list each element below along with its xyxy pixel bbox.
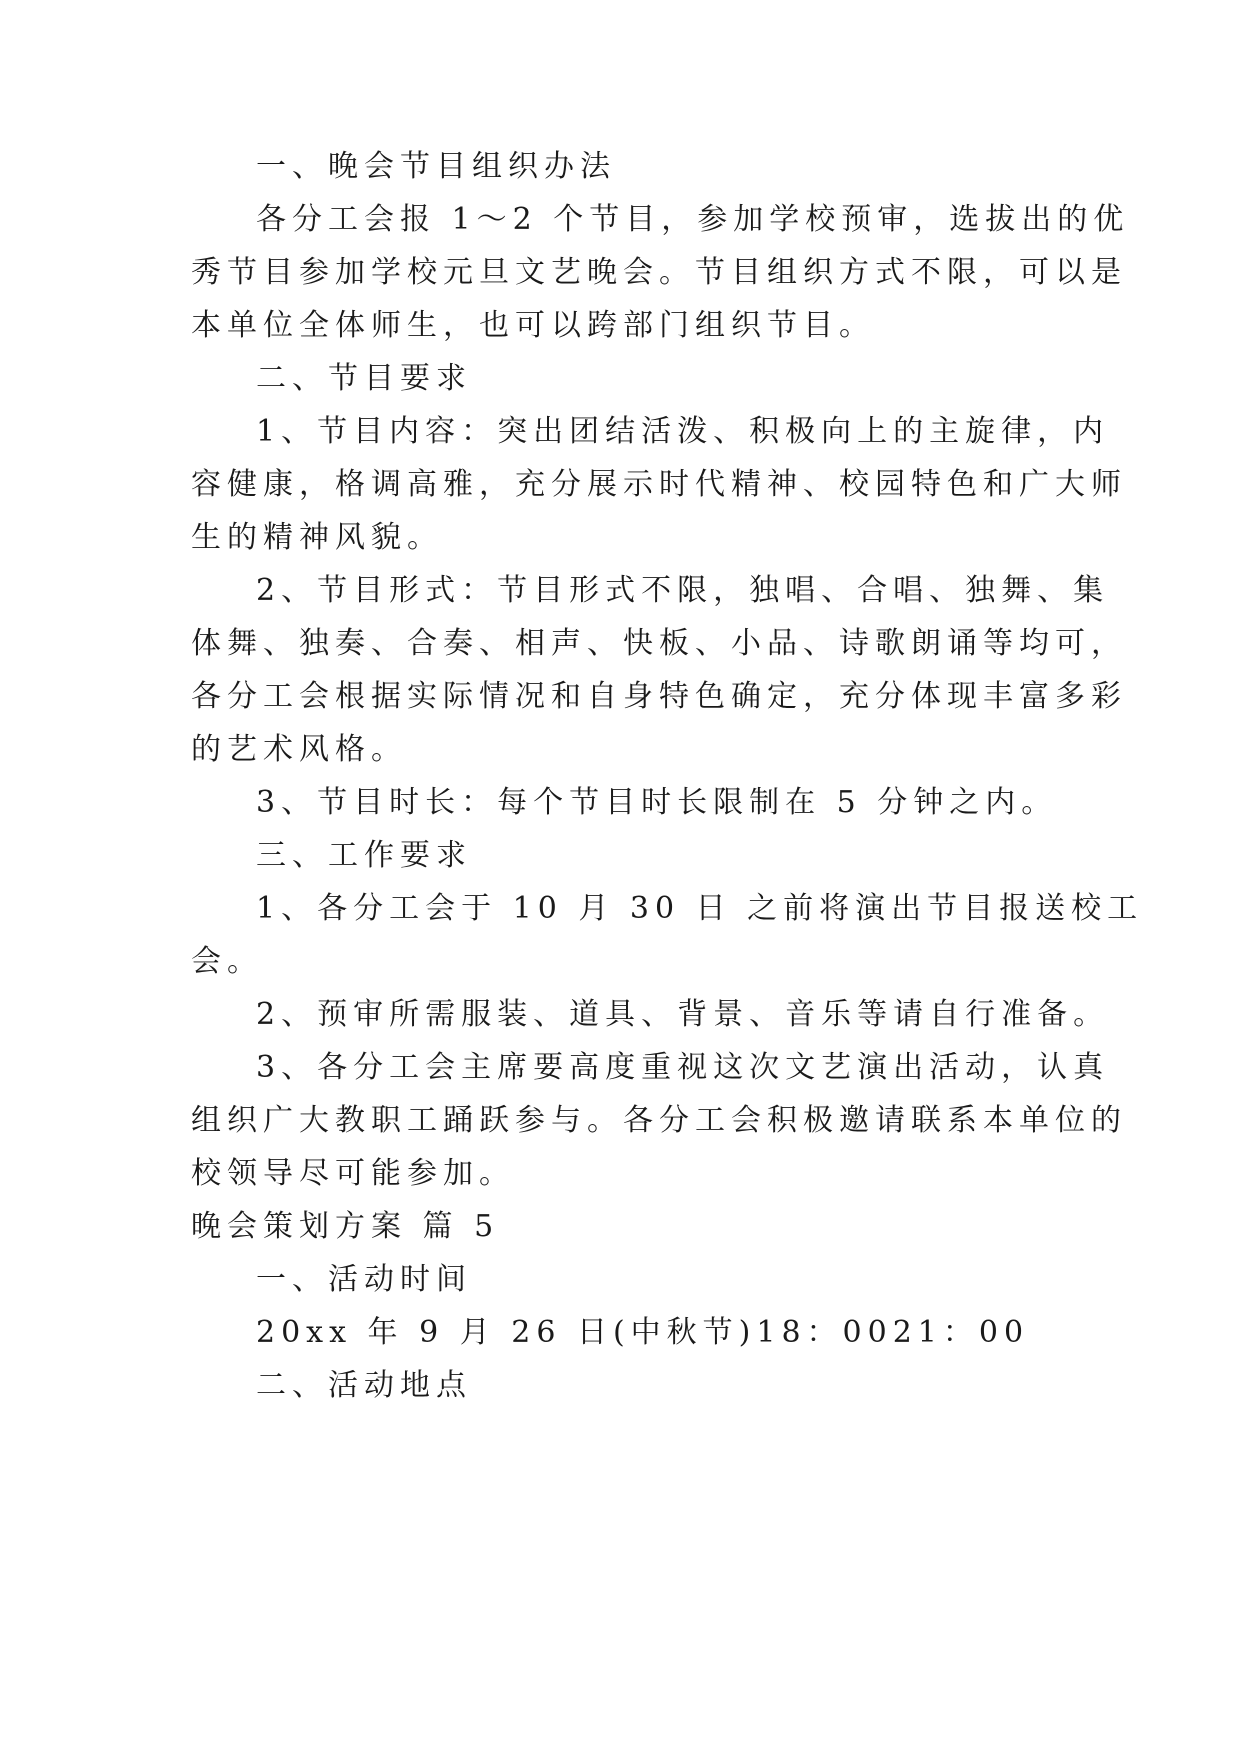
heading-line: 一、活动时间 <box>256 1262 472 1297</box>
paragraph-line: 容健康，格调高雅，充分展示时代精神、校园特色和广大师 <box>191 467 1127 502</box>
paragraph-line: 3、各分工会主席要高度重视这次文艺演出活动，认真 <box>256 1050 1110 1085</box>
paragraph-line: 20xx 年 9 月 26 日(中秋节)18：0021：00 <box>256 1315 1030 1350</box>
paragraph-line: 1、各分工会于 10 月 30 日 之前将演出节目报送校工 <box>256 891 1144 926</box>
paragraph-line: 生的精神风貌。 <box>191 520 443 555</box>
paragraph-line: 校领导尽可能参加。 <box>191 1156 515 1191</box>
paragraph-line: 1、节目内容：突出团结活泼、积极向上的主旋律，内 <box>256 414 1110 449</box>
paragraph-line: 秀节目参加学校元旦文艺晚会。节目组织方式不限，可以是 <box>191 255 1127 290</box>
heading-line: 二、节目要求 <box>256 361 472 396</box>
heading-line: 一、晚会节目组织办法 <box>256 149 616 184</box>
paragraph-line: 各分工会报 1～2 个节目，参加学校预审，选拔出的优 <box>256 202 1130 237</box>
paragraph-line: 2、预审所需服装、道具、背景、音乐等请自行准备。 <box>256 997 1110 1032</box>
paragraph-line: 2、节目形式：节目形式不限，独唱、合唱、独舞、集 <box>256 573 1110 608</box>
paragraph-line: 会。 <box>191 944 263 979</box>
heading-line: 二、活动地点 <box>256 1368 472 1403</box>
paragraph-line: 本单位全体师生，也可以跨部门组织节目。 <box>191 308 875 343</box>
paragraph-line: 各分工会根据实际情况和自身特色确定，充分体现丰富多彩 <box>191 679 1127 714</box>
paragraph-line: 的艺术风格。 <box>191 732 407 767</box>
paragraph-line: 3、节目时长：每个节目时长限制在 5 分钟之内。 <box>256 785 1058 820</box>
section-title: 晚会策划方案 篇 5 <box>191 1209 500 1244</box>
paragraph-line: 组织广大教职工踊跃参与。各分工会积极邀请联系本单位的 <box>191 1103 1127 1138</box>
heading-line: 三、工作要求 <box>256 838 472 873</box>
paragraph-line: 体舞、独奏、合奏、相声、快板、小品、诗歌朗诵等均可， <box>191 626 1127 661</box>
